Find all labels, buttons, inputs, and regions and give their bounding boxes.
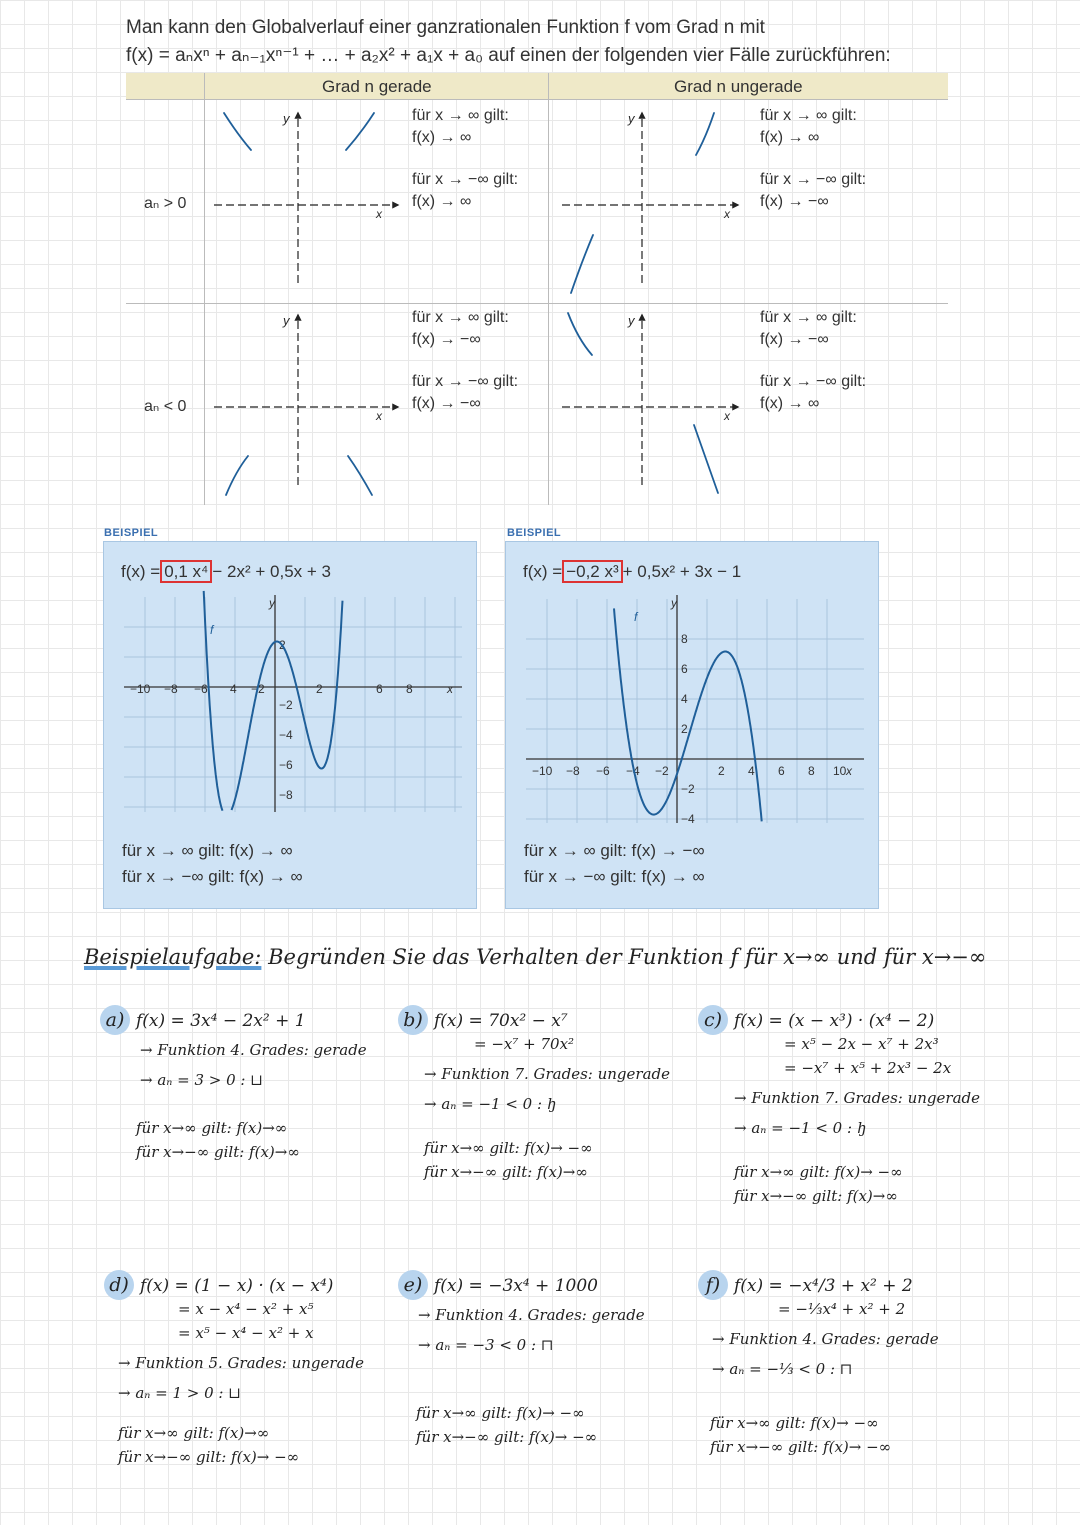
- cell1-x-label: x: [376, 207, 382, 221]
- svg-text:6: 6: [681, 662, 688, 676]
- svg-text:−2: −2: [681, 782, 695, 796]
- svg-text:6: 6: [778, 764, 785, 778]
- svg-text:−6: −6: [596, 764, 610, 778]
- task-title-label: Beispielaufgabe:: [84, 945, 262, 969]
- svg-text:x: x: [846, 764, 852, 778]
- svg-text:y: y: [269, 596, 275, 610]
- example-2-box: [505, 541, 879, 909]
- task-title: [84, 945, 986, 969]
- svg-text:8: 8: [406, 682, 413, 696]
- cell-1-limits: für x → ∞ gilt: f(x) → ∞ für x → −∞ gilt: f(x) → ∞: [412, 107, 519, 210]
- task-f: f) f(x) = −x⁴/3 + x² + 2 = −⅓x⁴ + x² + 2 → Funktion 4. Grades: gerade → aₙ = −⅓ < 0 : ⊓ für x→∞ gilt: f(x)→ −∞ für x→−∞ gilt: f(x)→ −∞: [698, 1270, 939, 1462]
- svg-text:2: 2: [681, 722, 688, 736]
- svg-text:−4: −4: [681, 812, 695, 826]
- cell4-left-branch: [568, 313, 592, 355]
- svg-text:−6: −6: [194, 682, 208, 696]
- example-1-label: BEISPIEL: [104, 527, 159, 539]
- col-even-header: Grad n gerade: [322, 77, 432, 96]
- cell3-right-branch: [348, 456, 372, 495]
- cell3-x-label: x: [376, 409, 382, 423]
- cell1-right-branch: [346, 113, 374, 150]
- ex1-curve-label: f: [210, 623, 214, 637]
- example-1-box: [103, 541, 477, 909]
- cell3-y-label: y: [283, 313, 290, 328]
- svg-text:−4: −4: [279, 728, 293, 742]
- sketches: [126, 73, 948, 505]
- svg-text:2: 2: [279, 638, 286, 652]
- svg-text:2: 2: [316, 682, 323, 696]
- cell-4-limits: für x → ∞ gilt: f(x) → −∞ für x → −∞ gilt: f(x) → ∞: [760, 309, 867, 412]
- svg-text:y: y: [671, 596, 677, 610]
- example-1-limits: für x → ∞ gilt: f(x) → ∞ für x → −∞ gilt: f(x) → ∞: [122, 841, 303, 886]
- svg-text:−2: −2: [279, 698, 293, 712]
- row-pos-label: aₙ > 0: [144, 195, 187, 212]
- svg-text:−8: −8: [279, 788, 293, 802]
- cell2-y-label: y: [628, 111, 635, 126]
- cell4-x-label: x: [724, 409, 730, 423]
- ex2-curve-label: f: [634, 610, 638, 624]
- svg-text:2: 2: [718, 764, 725, 778]
- ex1-tick: −10: [130, 682, 151, 696]
- cell3-left-branch: [226, 456, 248, 495]
- example-2-function: f(x) = −0,2 x³ + 0,5x² + 3x − 1: [523, 562, 742, 581]
- cell1-y-label: y: [283, 111, 290, 126]
- svg-text:−8: −8: [566, 764, 580, 778]
- svg-text:4: 4: [748, 764, 755, 778]
- svg-text:x: x: [447, 682, 453, 696]
- task-text: Begründen Sie das Verhalten der Funktion f für x→∞ und für x→−∞: [268, 945, 987, 969]
- cell2-left-branch: [571, 235, 593, 293]
- task-b: b) f(x) = 70x² − x⁷ = −x⁷ + 70x² → Funktion 7. Grades: ungerade → aₙ = −1 < 0 : ꜧ für x→∞ gilt: f(x)→ −∞ für x→−∞ gilt: f(x)→∞: [398, 1005, 670, 1187]
- cell-3-limits: für x → ∞ gilt: f(x) → −∞ für x → −∞ gilt: f(x) → −∞: [412, 309, 519, 412]
- cell2-x-label: x: [724, 207, 730, 221]
- example-2-limits: für x → ∞ gilt: f(x) → −∞ für x → −∞ gilt: f(x) → ∞: [524, 841, 705, 886]
- task-d: d) f(x) = (1 − x) · (x − x⁴) = x − x⁴ − x² + x⁵ = x⁵ − x⁴ − x² + x → Funktion 5. Grades: ungerade → aₙ = 1 > 0 : ⊔ für x→∞ gilt: f(x)→∞ für x→−∞ gilt: f(x)→ −∞: [104, 1270, 364, 1472]
- svg-text:4: 4: [230, 682, 237, 696]
- svg-text:8: 8: [681, 632, 688, 646]
- task-e: e) f(x) = −3x⁴ + 1000 → Funktion 4. Grades: gerade → aₙ = −3 < 0 : ⊓ für x→∞ gilt: f(x)→ −∞ für x→−∞ gilt: f(x)→ −∞: [398, 1270, 645, 1452]
- cell2-right-branch: [696, 113, 714, 155]
- cell4-y-label: y: [628, 313, 635, 328]
- svg-text:4: 4: [681, 692, 688, 706]
- svg-text:−6: −6: [279, 758, 293, 772]
- svg-text:−4: −4: [626, 764, 640, 778]
- svg-text:8: 8: [808, 764, 815, 778]
- cell1-left-branch: [224, 113, 251, 150]
- svg-text:6: 6: [376, 682, 383, 696]
- cell4-right-branch: [694, 425, 718, 493]
- svg-text:−10: −10: [532, 764, 553, 778]
- svg-text:−8: −8: [164, 682, 178, 696]
- intro-line-2: f(x) = aₙxⁿ + aₙ₋₁xⁿ⁻¹ + … + a₂x² + a₁x + a₀ auf einen der folgenden vier Fälle zurückführen:: [126, 45, 891, 66]
- svg-text:−2: −2: [251, 682, 265, 696]
- svg-text:−2: −2: [655, 764, 669, 778]
- intro-line-1: Man kann den Globalverlauf einer ganzrationalen Funktion f vom Grad n mit: [126, 17, 765, 38]
- example-1-graph: [104, 587, 478, 817]
- intro-text: [126, 14, 891, 70]
- task-c: c) f(x) = (x − x³) · (x⁴ − 2) = x⁵ − 2x − x⁷ + 2x³ = −x⁷ + x⁵ + 2x³ − 2x → Funktion 7. Grades: ungerade → aₙ = −1 < 0 : ꜧ für x→∞ gilt: f(x)→ −∞ für x→−∞ gilt: f(x)→∞: [698, 1005, 980, 1211]
- ex1-curve: [204, 591, 343, 811]
- example-2-label: BEISPIEL: [507, 527, 562, 539]
- task-a: a) f(x) = 3x⁴ − 2x² + 1 → Funktion 4. Grades: gerade → aₙ = 3 > 0 : ⊔ für x→∞ gilt: f(x)→∞ für x→−∞ gilt: f(x)→∞: [100, 1005, 367, 1167]
- col-odd-header: Grad n ungerade: [674, 77, 803, 96]
- example-2-graph: [506, 587, 880, 827]
- svg-text:10: 10: [833, 764, 847, 778]
- row-neg-label: aₙ < 0: [144, 398, 187, 415]
- cell-2-limits: für x → ∞ gilt: f(x) → ∞ für x → −∞ gilt: f(x) → −∞: [760, 107, 867, 210]
- example-1-function: f(x) = 0,1 x⁴ − 2x² + 0,5x + 3: [121, 562, 331, 581]
- cases-table: [126, 73, 948, 505]
